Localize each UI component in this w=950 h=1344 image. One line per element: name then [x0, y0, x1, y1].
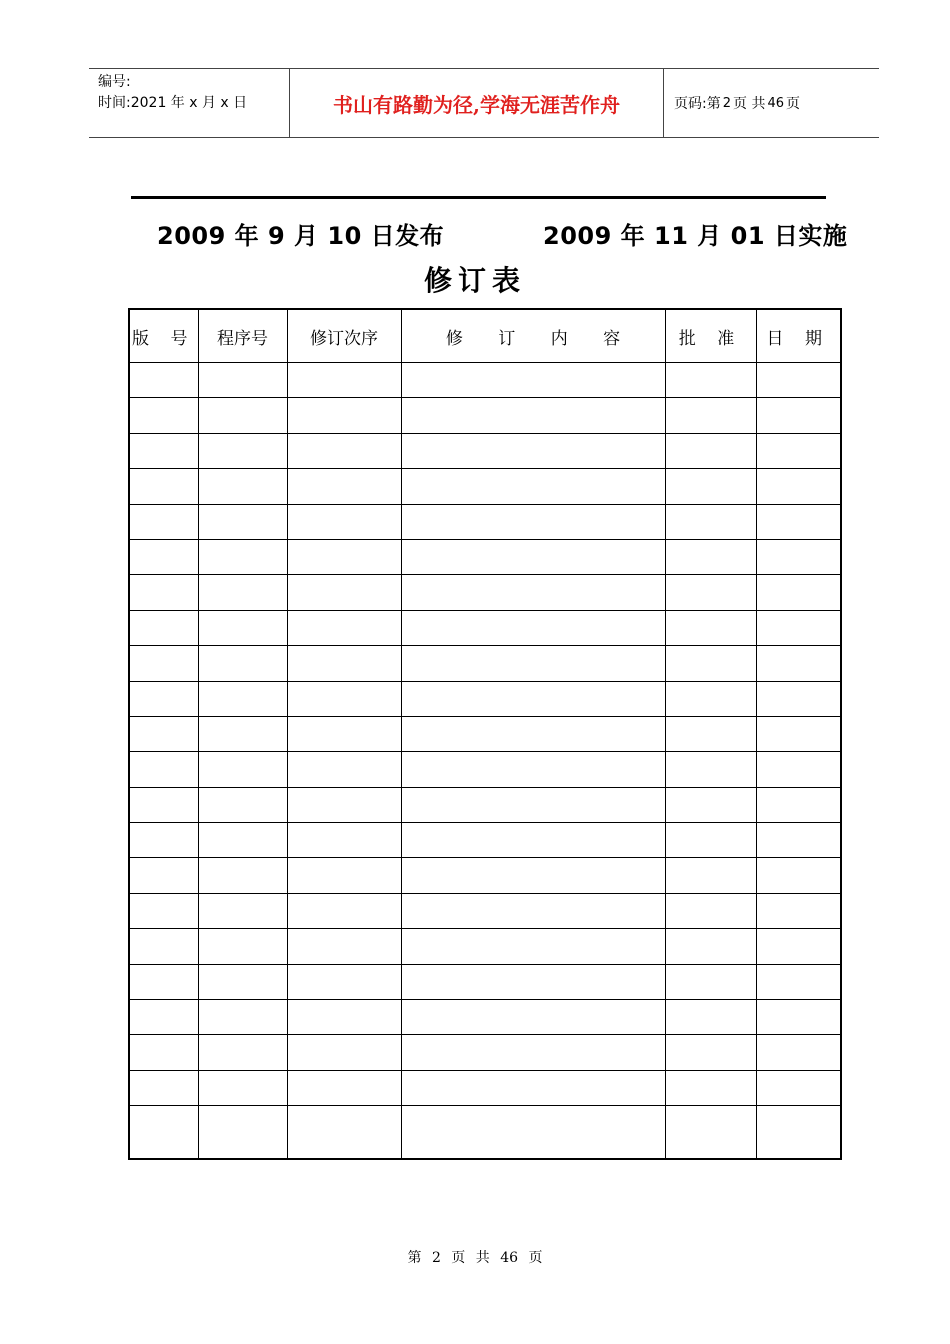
table-cell [756, 539, 841, 574]
table-cell [401, 964, 665, 999]
table-cell [287, 1035, 401, 1070]
table-cell [401, 610, 665, 645]
table-row [129, 539, 841, 574]
table-cell [756, 646, 841, 681]
table-cell [198, 1000, 287, 1035]
table-cell [198, 504, 287, 539]
table-cell [401, 858, 665, 893]
header-motto: 书山有路勤为径,学海无涯苦作舟 [290, 69, 664, 137]
table-cell [287, 504, 401, 539]
table-cell [198, 398, 287, 433]
table-cell [401, 1070, 665, 1105]
table-cell [756, 787, 841, 822]
table-cell [129, 1000, 198, 1035]
table-cell [401, 716, 665, 751]
doc-time-label: 时间:2021 年 x 月 x 日 [98, 95, 248, 111]
table-row [129, 858, 841, 893]
table-cell [665, 681, 756, 716]
table-row [129, 469, 841, 504]
table-cell [198, 716, 287, 751]
table-cell [129, 433, 198, 468]
table-cell [129, 858, 198, 893]
table-cell [129, 1070, 198, 1105]
table-cell [198, 610, 287, 645]
page-mid: 页 共 [733, 96, 766, 112]
table-cell [129, 716, 198, 751]
table-row [129, 964, 841, 999]
table-cell [756, 398, 841, 433]
table-cell [287, 858, 401, 893]
table-cell [665, 1000, 756, 1035]
col-date: 日 期 [756, 309, 841, 363]
table-cell [401, 433, 665, 468]
table-cell [401, 1035, 665, 1070]
table-cell [287, 433, 401, 468]
table-cell [665, 539, 756, 574]
table-cell [401, 575, 665, 610]
table-cell [665, 752, 756, 787]
table-cell [401, 1106, 665, 1159]
table-cell [287, 575, 401, 610]
table-cell [129, 646, 198, 681]
table-row [129, 610, 841, 645]
table-cell [665, 858, 756, 893]
table-cell [198, 681, 287, 716]
table-cell [665, 787, 756, 822]
table-cell [665, 1106, 756, 1159]
table-cell [129, 469, 198, 504]
implement-date: 2009 年 11 月 01 日实施 [543, 222, 848, 250]
table-cell [198, 964, 287, 999]
table-cell [756, 929, 841, 964]
table-cell [198, 929, 287, 964]
table-cell [198, 858, 287, 893]
table-cell [665, 575, 756, 610]
table-body [129, 363, 841, 1160]
table-cell [665, 646, 756, 681]
table-row [129, 433, 841, 468]
table-cell [401, 893, 665, 928]
table-cell [756, 469, 841, 504]
table-cell [756, 1000, 841, 1035]
page-title: 修订表 [423, 264, 526, 297]
table-cell [756, 858, 841, 893]
table-cell [287, 823, 401, 858]
table-cell [401, 752, 665, 787]
table-cell [665, 929, 756, 964]
table-cell [198, 752, 287, 787]
table-cell [401, 1000, 665, 1035]
table-cell [756, 893, 841, 928]
table-cell [129, 504, 198, 539]
table-row [129, 363, 841, 398]
table-cell [665, 398, 756, 433]
table-cell [756, 433, 841, 468]
table-cell [129, 787, 198, 822]
divider-rule [131, 196, 826, 199]
table-cell [287, 716, 401, 751]
publish-date: 2009 年 9 月 10 日发布 [157, 222, 445, 250]
table-cell [756, 1106, 841, 1159]
page-footer: 第 2 页 共 46 页 [407, 1250, 543, 1266]
table-cell [756, 504, 841, 539]
table-cell [287, 787, 401, 822]
page-total: 46 [767, 95, 784, 111]
table-row [129, 646, 841, 681]
table-cell [665, 363, 756, 398]
table-cell [198, 1035, 287, 1070]
page-prefix: 页码:第 [674, 96, 721, 112]
table-cell [198, 893, 287, 928]
table-cell [129, 363, 198, 398]
table-cell [756, 716, 841, 751]
table-cell [129, 823, 198, 858]
table-cell [198, 823, 287, 858]
table-cell [198, 539, 287, 574]
col-revision-seq: 修订次序 [287, 309, 401, 363]
col-procedure-no: 程序号 [198, 309, 287, 363]
table-cell [287, 964, 401, 999]
table-cell [287, 681, 401, 716]
table-cell [198, 787, 287, 822]
revision-table [128, 308, 842, 1160]
table-cell [756, 681, 841, 716]
table-cell [287, 469, 401, 504]
table-row [129, 575, 841, 610]
table-cell [287, 929, 401, 964]
table-cell [287, 893, 401, 928]
table-cell [665, 893, 756, 928]
table-cell [401, 398, 665, 433]
col-revision-content: 修 订 内 容 [401, 309, 665, 363]
table-cell [756, 1035, 841, 1070]
table-cell [756, 363, 841, 398]
table-cell [198, 1070, 287, 1105]
page-current: 2 [722, 95, 731, 111]
table-row [129, 823, 841, 858]
col-version: 版 号 [129, 309, 198, 363]
table-cell [401, 929, 665, 964]
table-cell [665, 964, 756, 999]
table-cell [756, 610, 841, 645]
table-cell [665, 1070, 756, 1105]
table-header-row [129, 309, 841, 363]
table-cell [287, 1000, 401, 1035]
table-cell [287, 1106, 401, 1159]
table-row [129, 716, 841, 751]
header-page-number [664, 69, 879, 137]
table-cell [198, 363, 287, 398]
page-header [89, 68, 879, 138]
table-cell [756, 1070, 841, 1105]
table-cell [401, 787, 665, 822]
table-cell [665, 610, 756, 645]
table-row [129, 504, 841, 539]
table-cell [129, 929, 198, 964]
table-cell [287, 363, 401, 398]
table-cell [287, 752, 401, 787]
table-cell [287, 1070, 401, 1105]
table-row [129, 893, 841, 928]
table-cell [756, 752, 841, 787]
table-row [129, 1106, 841, 1159]
table-cell [665, 469, 756, 504]
table-row [129, 681, 841, 716]
table-row [129, 398, 841, 433]
table-cell [401, 681, 665, 716]
doc-number-label: 编号: [98, 74, 131, 90]
table-cell [401, 363, 665, 398]
table-row [129, 1035, 841, 1070]
table-cell [129, 681, 198, 716]
table-cell [287, 610, 401, 645]
table-cell [665, 1035, 756, 1070]
table-cell [129, 964, 198, 999]
table-cell [198, 433, 287, 468]
table-cell [129, 575, 198, 610]
table-cell [756, 575, 841, 610]
table-cell [665, 504, 756, 539]
table-cell [198, 646, 287, 681]
table-row [129, 752, 841, 787]
table-cell [287, 539, 401, 574]
table-cell [287, 398, 401, 433]
table-row [129, 1070, 841, 1105]
table-cell [665, 716, 756, 751]
table-cell [665, 823, 756, 858]
table-row [129, 929, 841, 964]
table-cell [665, 433, 756, 468]
table-cell [129, 539, 198, 574]
table-cell [129, 610, 198, 645]
table-row [129, 787, 841, 822]
table-cell [756, 823, 841, 858]
header-meta [89, 69, 290, 137]
table-cell [401, 646, 665, 681]
table-cell [129, 893, 198, 928]
table-cell [401, 469, 665, 504]
table-cell [198, 1106, 287, 1159]
table-cell [198, 469, 287, 504]
table-cell [401, 539, 665, 574]
table-cell [401, 823, 665, 858]
table-cell [401, 504, 665, 539]
page-suffix: 页 [786, 96, 800, 112]
table-cell [198, 575, 287, 610]
col-approval: 批 准 [665, 309, 756, 363]
table-cell [129, 1035, 198, 1070]
table-cell [129, 398, 198, 433]
table-cell [287, 646, 401, 681]
table-cell [129, 752, 198, 787]
table-cell [129, 1106, 198, 1159]
table-cell [756, 964, 841, 999]
table-row [129, 1000, 841, 1035]
